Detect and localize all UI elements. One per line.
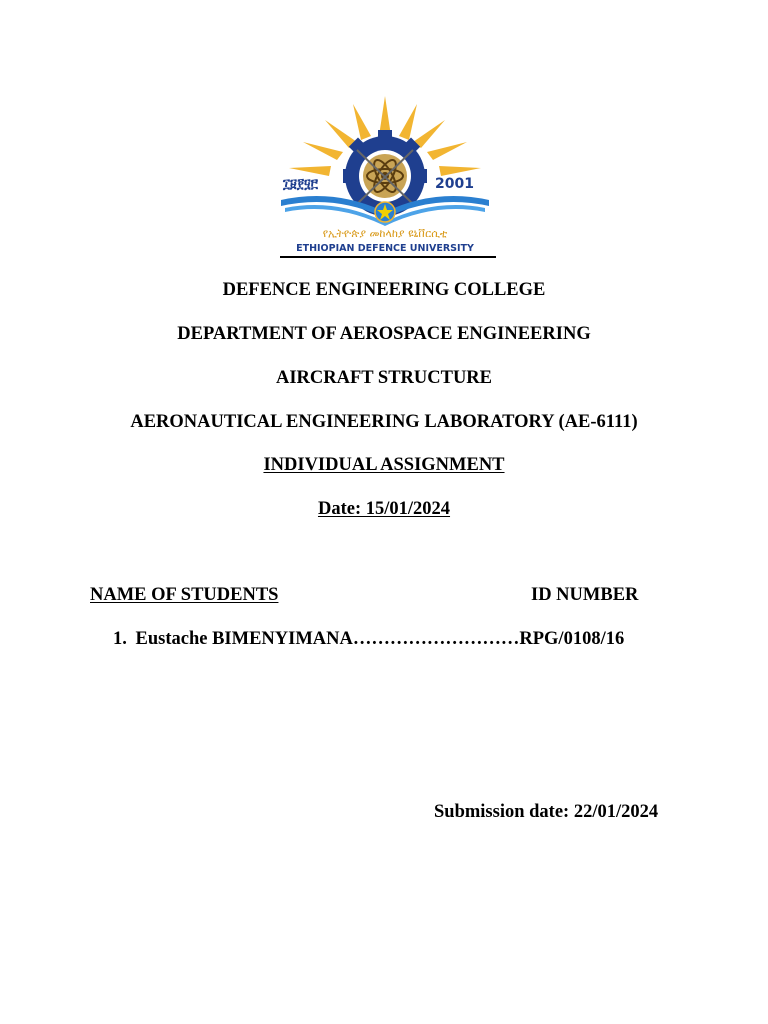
logo-year-right: 2001 xyxy=(435,176,474,192)
student-row xyxy=(113,628,624,650)
submission-date: Submission date: 22/01/2024 xyxy=(434,802,659,822)
student-row-entry: Eustache BIMENYIMANA………………………RPG/0108/16 xyxy=(135,629,625,649)
lab-title: AERONAUTICAL ENGINEERING LABORATORY (AE-6111) xyxy=(130,412,638,432)
department-title: DEPARTMENT OF AEROSPACE ENGINEERING xyxy=(177,324,591,344)
assignment-heading xyxy=(0,454,768,476)
university-logo xyxy=(275,96,495,256)
name-column-header: NAME OF STUDENTS xyxy=(90,585,279,605)
id-column-header: ID NUMBER xyxy=(531,585,639,605)
logo-divider xyxy=(280,256,496,258)
student-row-number: 1. xyxy=(113,629,127,649)
logo-graphic xyxy=(275,96,495,256)
assignment-date xyxy=(0,498,768,520)
emblem-icon xyxy=(375,202,395,222)
college-title: DEFENCE ENGINEERING COLLEGE xyxy=(222,280,546,300)
assignment-text: INDIVIDUAL ASSIGNMENT xyxy=(263,455,505,475)
logo-amharic-name: የኢትዮጵያ መከላከያ ዩኒቨርሲቲ xyxy=(322,227,448,240)
logo-english-name: ETHIOPIAN DEFENCE UNIVERSITY xyxy=(296,243,474,254)
logo-year-left: ፲፱፻፶፫ xyxy=(283,177,318,192)
course-title: AIRCRAFT STRUCTURE xyxy=(275,368,493,388)
assignment-date-text: Date: 15/01/2024 xyxy=(317,499,451,519)
